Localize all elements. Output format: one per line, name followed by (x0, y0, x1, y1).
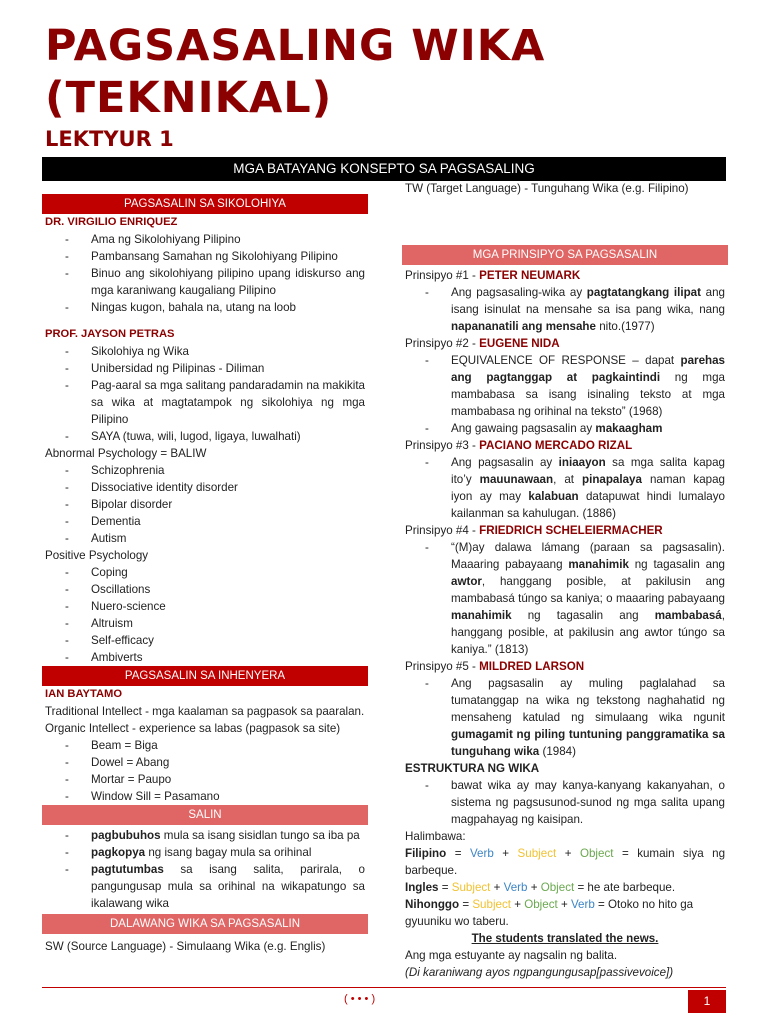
person-name: IAN BAYTAMO (45, 688, 123, 700)
list-item: - pagbubuhos mula sa isang sisidlan tungo sa iba pa (45, 827, 365, 844)
list-item: - bawat wika ay may kanya-kanyang kakanyahan, o sistema ng pagsusunod-sunod ng mga salita upang magpahayag ng kaisipan. (405, 777, 725, 828)
list-item: - Altruism (45, 615, 365, 632)
example-nihonggo: Nihonggo = Subject + Object + Verb = Otoko no hito ga gyuuniku wo taberu. (405, 898, 694, 928)
title-line-1: PAGSASALING WIKA (45, 21, 546, 71)
section-banner-salin: SALIN (42, 805, 368, 825)
example-filipino-sentence: Ang mga estuyante ay nagsalin ng balita. (405, 949, 618, 962)
list-item: - Nuero-science (45, 598, 365, 615)
right-column (405, 180, 725, 981)
list-item: - Mortar = Paupo (45, 771, 365, 788)
person-name: PROF. JAYSON PETRAS (45, 328, 175, 340)
prinsipyo-4-heading: Prinsipyo #4 - FRIEDRICH SCHELEIERMACHER (405, 524, 663, 537)
abnormal-heading: Abnormal Psychology = BALIW (45, 447, 207, 460)
list-item: - Dissociative identity disorder (45, 479, 365, 496)
list-item: - Bipolar disorder (45, 496, 365, 513)
list-item: - EQUIVALENCE OF RESPONSE – dapat parehas ang pagtanggap at pagkaintindi ng mga mambabasa sa isang isinaling teksto at mga mambabasa ng orihinal na teksto” (1968) (405, 352, 725, 420)
list-item: - Unibersidad ng Pilipinas - Diliman (45, 360, 365, 377)
footer-mark: ( • • • ) (344, 993, 376, 1005)
list-item: - Ang pagsasalin ay muling paglalahad sa tumatanggap na wika ng tekstong naghahatid ng mensaheng katulad ng simulaang wika ngunit gumagamit ng piling tuntuning panggramatika sa tunguhang wika (1984) (405, 675, 725, 760)
section-banner-dalawang-wika: DALAWANG WIKA SA PAGSASALIN (42, 914, 368, 934)
list-item: - Pambansang Samahan ng Sikolohiyang Pilipino (45, 248, 365, 265)
page-number: 1 (688, 990, 726, 1013)
list-item: - SAYA (tuwa, wili, lugod, ligaya, luwalhati) (45, 428, 365, 445)
example-filipino: Filipino = Verb + Subject + Object = kumain siya ng barbeque. (405, 847, 726, 877)
target-language: TW (Target Language) - Tunguhang Wika (e.g. Filipino) (405, 182, 689, 195)
prinsipyo-3-heading: Prinsipyo #3 - PACIANO MERCADO RIZAL (405, 439, 633, 452)
list-item: - Ama ng Sikolohiyang Pilipino (45, 231, 365, 248)
section-banner-sikolohiya: PAGSASALIN SA SIKOLOHIYA (42, 194, 368, 214)
list-item: - Autism (45, 530, 365, 547)
source-language: SW (Source Language) - Simulaang Wika (e.g. Englis) (45, 940, 326, 953)
prinsipyo-1-heading: Prinsipyo #1 - PETER NEUMARK (405, 269, 581, 282)
list-item: - pagtutumbas sa isang salita, parirala, o pangungusap mula sa orihinal na wikapatungo sa ikalawang wika (45, 861, 365, 912)
list-item: - Dowel = Abang (45, 754, 365, 771)
list-item: - Window Sill = Pasamano (45, 788, 365, 805)
organic-intellect: Organic Intellect - experience sa labas (pagpasok sa site) (45, 722, 341, 735)
main-banner: MGA BATAYANG KONSEPTO SA PAGSASALING (42, 157, 726, 181)
positive-heading: Positive Psychology (45, 549, 149, 562)
list-item: - Ang gawaing pagsasalin ay makaagham (405, 420, 725, 437)
title-line-2: (TEKNIKAL) (45, 73, 333, 123)
list-item: - Ang pagsasaling-wika ay pagtatangkang ilipat ang isang isinulat na mensahe sa isa pang wika, nang napananatili ang mensahe nito.(1977) (405, 284, 725, 335)
example-english-sentence: The students translated the news. (471, 932, 659, 945)
prinsipyo-5-heading: Prinsipyo #5 - MILDRED LARSON (405, 660, 585, 673)
traditional-intellect: Traditional Intellect - mga kaalaman sa pagpasok sa paaralan. (45, 705, 365, 718)
left-column (45, 182, 365, 955)
list-item: - Coping (45, 564, 365, 581)
footer-divider (42, 987, 726, 988)
estruktura-heading: ESTRUKTURA NG WIKA (405, 762, 540, 775)
list-item: - Self-efficacy (45, 632, 365, 649)
list-item: - Oscillations (45, 581, 365, 598)
list-item: - Sikolohiya ng Wika (45, 343, 365, 360)
list-item: - Ambiverts (45, 649, 365, 666)
prinsipyo-2-heading: Prinsipyo #2 - EUGENE NIDA (405, 337, 560, 350)
list-item: - Schizophrenia (45, 462, 365, 479)
list-item: - Ningas kugon, bahala na, utang na loob (45, 299, 365, 316)
list-item: - Dementia (45, 513, 365, 530)
list-item: - pagkopya ng isang bagay mula sa orihinal (45, 844, 365, 861)
person-name: DR. VIRGILIO ENRIQUEZ (45, 216, 178, 228)
example-note: (Di karaniwang ayos ngpangungusap[passivevoice]) (405, 966, 674, 979)
section-banner-prinsipyo: MGA PRINSIPYO SA PAGSASALIN (402, 245, 728, 265)
list-item: - Pag-aaral sa mga salitang pandaradamin na makikita sa wika at magtatampok ng sikolohiya ng mga Pilipino (45, 377, 365, 428)
lecture-subtitle: LEKTYUR 1 (45, 127, 174, 151)
list-item: - Beam = Biga (45, 737, 365, 754)
list-item: - Binuo ang sikolohiyang pilipino upang idiskurso ang mga karaniwang kaugaliang Pilipino (45, 265, 365, 299)
example-ingles: Ingles = Subject + Verb + Object = he ate barbeque. (405, 881, 676, 894)
section-banner-inhenyera: PAGSASALIN SA INHENYERA (42, 666, 368, 686)
list-item: - Ang pagsasalin ay iniaayon sa mga salita kapag ito’y mauunawaan, at pinapalaya naman kapag iyon ay may kalabuan datapuwat hindi lumalayo kailanman sa kahulugan. (1886) (405, 454, 725, 522)
document-title (45, 20, 735, 124)
list-item: - “(M)ay dalawa lámang (paraan sa pagsasalin). Maaaring pabayaang manahimik ng tagasalin ang awtor, hanggang posible, at pakilusin ang mambabasá túngo sa kaniya; o maaaring pabayaang manahimik ng tagasalin ang mambabasá, hanggang posible, at pakilusin ang awtor túngo sa kaniya.” (1813) (405, 539, 725, 658)
halimbawa-label: Halimbawa: (405, 830, 466, 843)
